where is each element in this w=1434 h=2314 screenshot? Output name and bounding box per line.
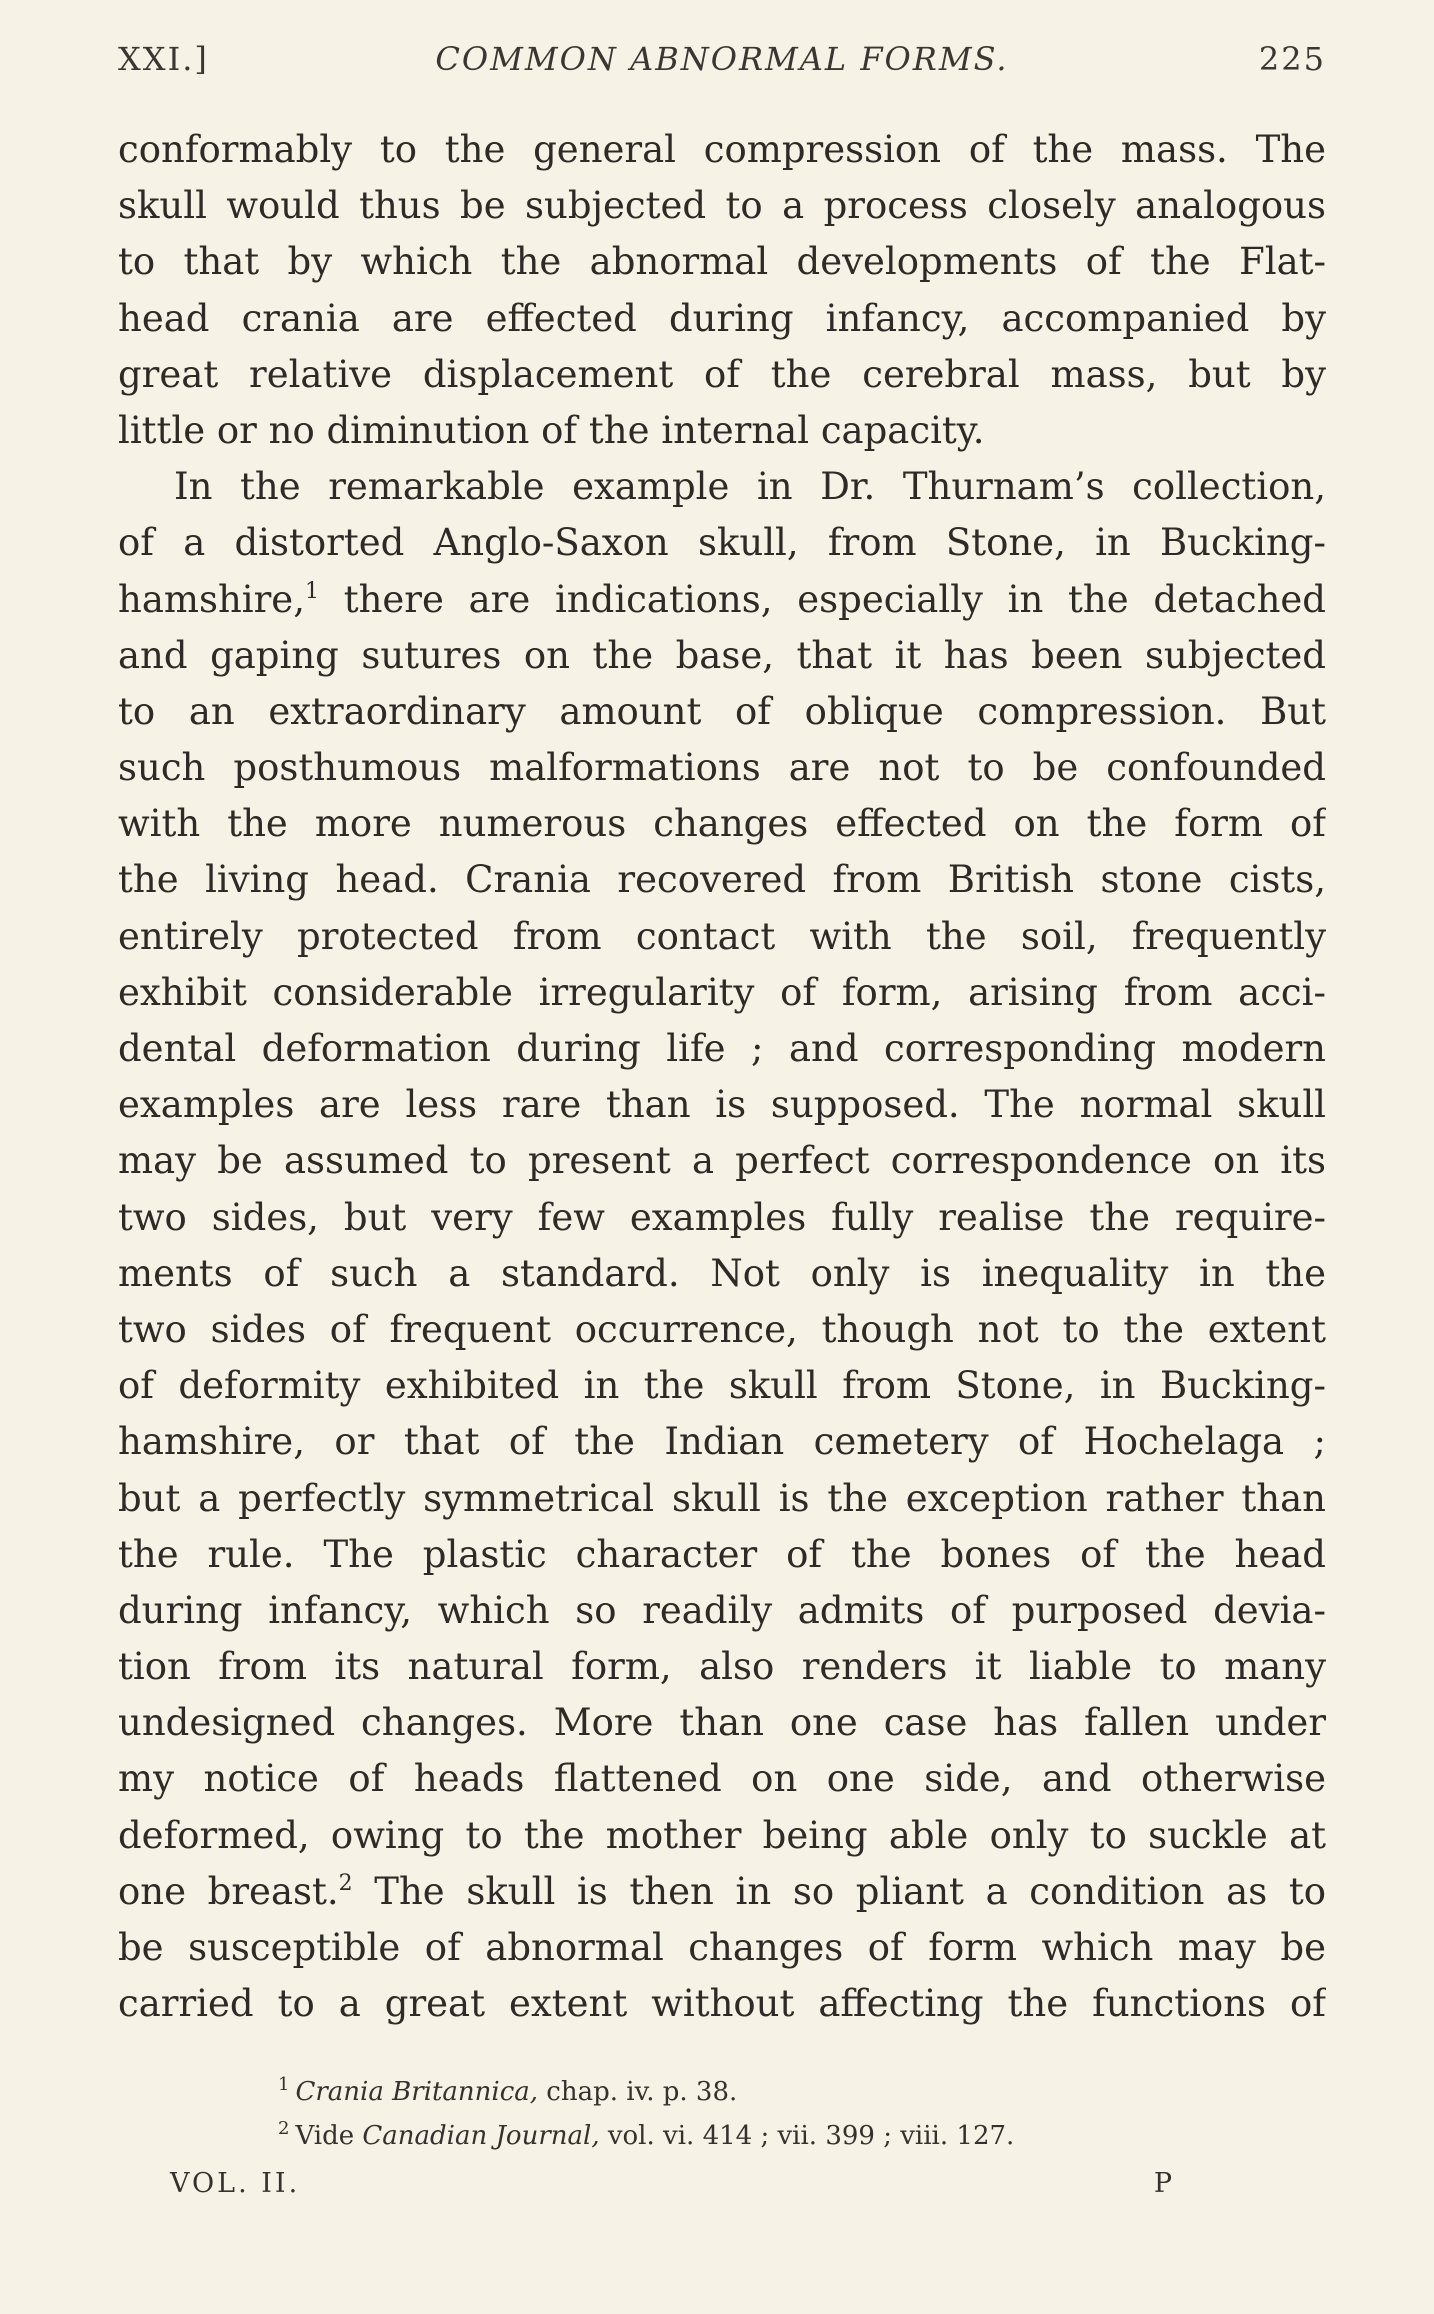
footnote-citation: vol. vi. 414 ; vii. 399 ; viii. 127. [599,2121,1015,2151]
text-line [118,1358,1326,1414]
text-line [118,459,1326,515]
text-line [118,1077,1326,1133]
text-line [118,515,1326,571]
signature-line [118,2168,1326,2208]
text-line-content: such posthumous malformations are not to be confounded [118,746,1326,790]
text-line-content: one breast. [118,1869,339,1913]
text-line [118,1976,1326,2032]
text-line-content: may be assumed to present a perfect correspondence on its [118,1139,1326,1183]
text-line [118,403,1326,459]
footnote-marker: 2 [278,2118,290,2139]
text-line [118,628,1326,684]
text-line [118,1471,1326,1527]
text-line-continuation: The skull is then in so pliant a condition as to [352,1869,1326,1913]
text-line-content: exhibit considerable irregularity of form, arising from acci- [118,970,1326,1014]
text-line-content: deformed, owing to the mother being able only to suckle at [118,1813,1326,1857]
footnote-prefix: Vide [295,2121,363,2151]
text-line [118,234,1326,290]
text-line [118,291,1326,347]
text-line [118,1527,1326,1583]
text-line-content: with the more numerous changes effected on the form of [118,802,1326,846]
text-line [118,1246,1326,1302]
text-line-content: but a perfectly symmetrical skull is the exception rather than [118,1476,1326,1520]
text-line [118,1583,1326,1639]
text-line [118,1190,1326,1246]
text-line-content: two sides, but very few examples fully realise the require- [118,1195,1326,1239]
text-line [118,1021,1326,1077]
text-line [118,965,1326,1021]
text-line [118,852,1326,908]
text-line-content: examples are less rare than is supposed. The normal skull [118,1083,1326,1127]
text-line-content: tion from its natural form, also renders it liable to many [118,1645,1326,1689]
footnote-marker: 1 [278,2074,290,2095]
text-line-content: undesigned changes. More than one case has fallen under [118,1701,1326,1745]
text-line-content: entirely protected from contact with the soil, frequently [118,914,1326,958]
text-line [118,1133,1326,1189]
volume-label: VOL. II. [170,2168,301,2199]
text-line [118,178,1326,234]
text-line-content: of deformity exhibited in the skull from Stone, in Bucking- [118,1364,1326,1408]
text-line [118,572,1326,628]
text-line-content: carried to a great extent without affecting the functions of [118,1982,1326,2026]
text-line-content: to an extraordinary amount of oblique compression. But [118,689,1326,733]
text-line-content: head crania are effected during infancy, accompanied by [118,296,1326,340]
footnote [118,2114,1326,2158]
text-line [118,1751,1326,1807]
text-line [118,1414,1326,1470]
text-line [118,1695,1326,1751]
text-line [118,1864,1326,1920]
text-line-content: great relative displacement of the cerebral mass, but by [118,352,1326,396]
footnote [118,2070,1326,2114]
text-line [118,1920,1326,1976]
text-line-content: hamshire, [118,577,305,621]
text-line [118,1302,1326,1358]
text-line-continuation: there are indications, especially in the detached [318,577,1326,621]
footnote-citation: chap. iv. p. 38. [538,2077,738,2107]
chapter-number: XXI.] [118,40,209,78]
text-line-content: my notice of heads flattened on one side, and otherwise [118,1757,1326,1801]
body-text [118,122,1326,2032]
text-line-content: little or no diminution of the internal capacity. [118,408,985,452]
footnote-source-title: Canadian Journal, [362,2121,600,2151]
text-line [118,796,1326,852]
text-line-content: two sides of frequent occurrence, though not to the extent [118,1307,1326,1351]
text-line-content: In the remarkable example in Dr. Thurnam’s collection, [174,465,1326,509]
text-line [118,122,1326,178]
text-line-content: the living head. Crania recovered from British stone cists, [118,858,1326,902]
text-line-content: the rule. The plastic character of the bones of the head [118,1532,1326,1576]
text-line [118,1808,1326,1864]
text-line [118,909,1326,965]
text-line-content: and gaping sutures on the base, that it has been subjected [118,633,1326,677]
text-line-content: hamshire, or that of the Indian cemetery of Hochelaga ; [118,1420,1326,1464]
footnote-source-title: Crania Britannica, [295,2077,539,2107]
text-line-content: skull would thus be subjected to a process closely analogous [118,184,1326,228]
text-line-content: ments of such a standard. Not only is inequality in the [118,1251,1326,1295]
footnote-reference[interactable]: 2 [338,1870,353,1896]
footnote-reference[interactable]: 1 [304,578,319,604]
text-line-content: be susceptible of abnormal changes of form which may be [118,1926,1326,1969]
text-line [118,740,1326,796]
running-title: COMMON ABNORMAL FORMS. [435,40,1009,78]
text-line-content: during infancy, which so readily admits of purposed devia- [118,1588,1326,1632]
text-line [118,1639,1326,1695]
text-line [118,347,1326,403]
text-line-content: of a distorted Anglo-Saxon skull, from Stone, in Bucking- [118,521,1326,565]
text-line-content: dental deformation during life ; and corresponding modern [118,1027,1326,1070]
text-line [118,684,1326,740]
text-line-content: to that by which the abnormal developments of the Flat- [118,240,1326,284]
page-number: 225 [1258,40,1326,78]
footnotes [118,2070,1326,2158]
signature-mark: P [1153,2168,1172,2199]
text-line-content: conformably to the general compression of the mass. The [118,128,1326,171]
running-head [118,40,1326,88]
